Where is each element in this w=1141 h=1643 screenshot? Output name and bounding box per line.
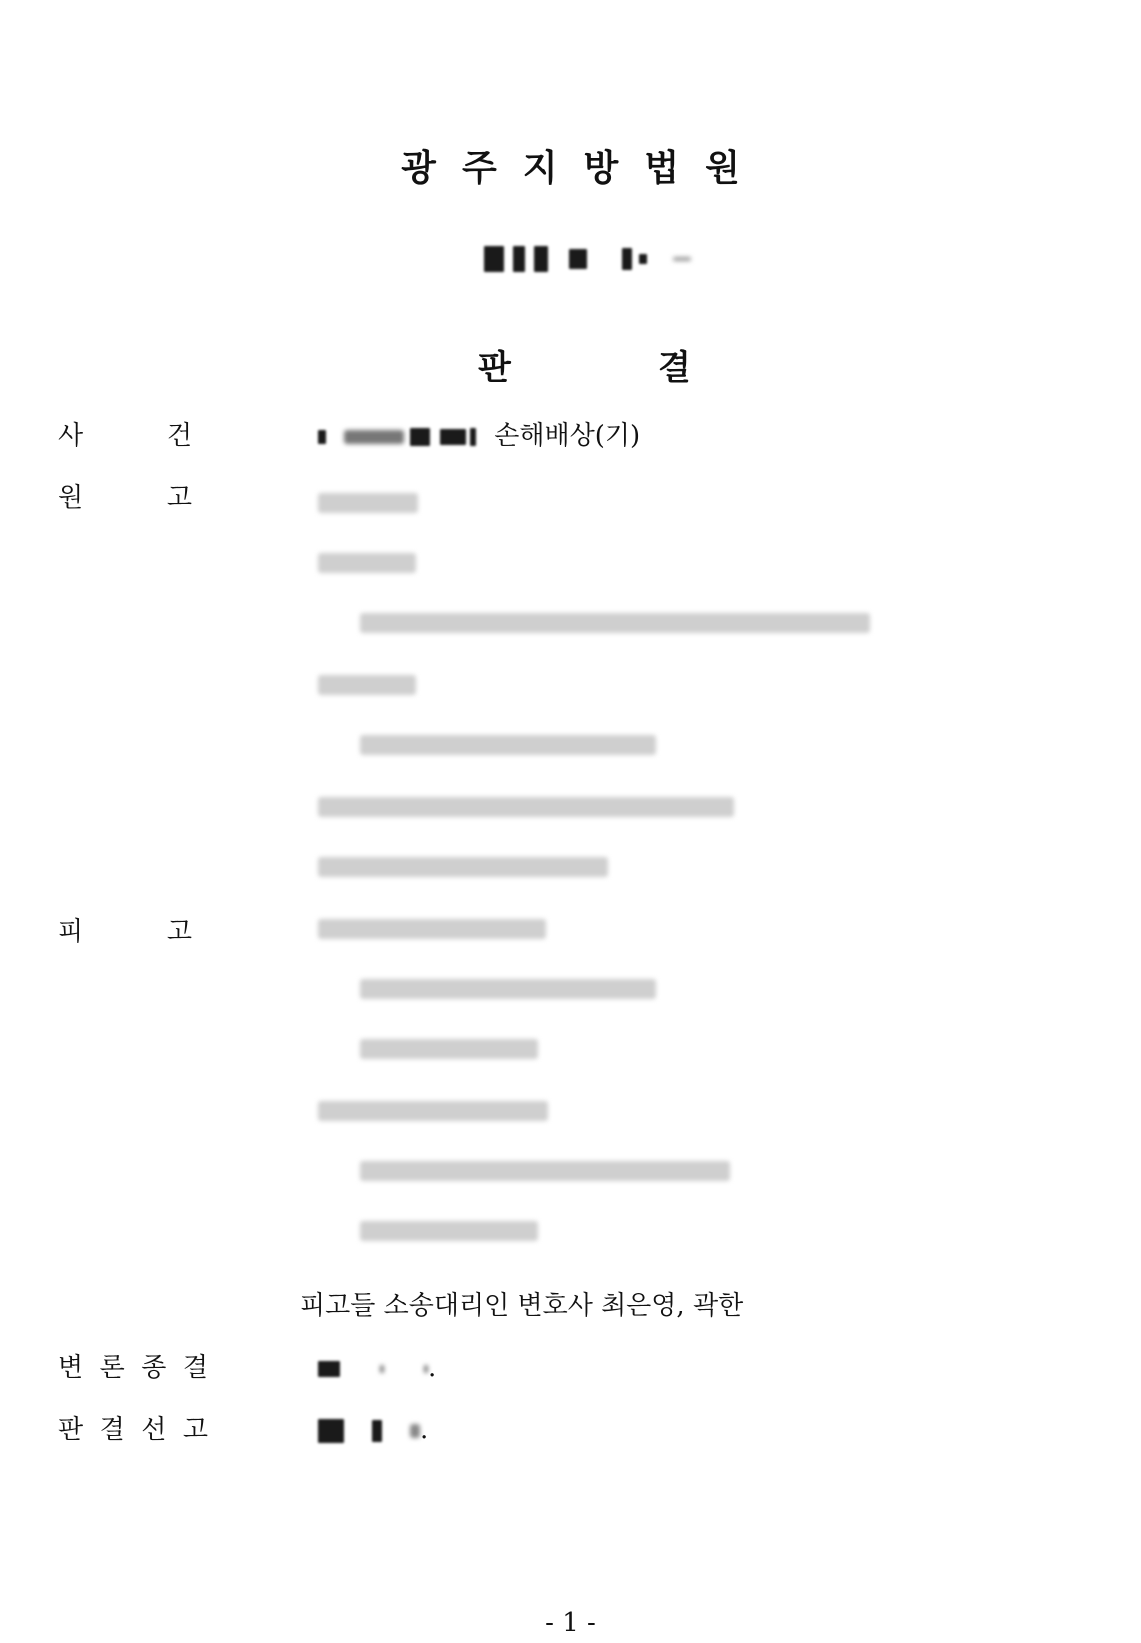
- page-number: - 1 -: [545, 1608, 596, 1638]
- judgment-date: .: [318, 1412, 428, 1448]
- redacted-line: [318, 484, 418, 520]
- redacted-case-code: [484, 246, 714, 278]
- closing-date: .: [318, 1350, 436, 1386]
- court-name-char: 방: [583, 147, 619, 189]
- redacted-line: [360, 1152, 730, 1188]
- title-char: 결: [658, 348, 691, 388]
- redacted-line: [318, 1092, 548, 1128]
- court-name-char: 지: [522, 147, 558, 189]
- redacted-line: [318, 848, 608, 884]
- case-label: 사 건: [58, 421, 192, 451]
- redacted-line: [318, 666, 416, 702]
- court-name-char: 주: [461, 147, 497, 189]
- redacted-date: [318, 1419, 344, 1443]
- court-name-char: 원: [705, 147, 740, 189]
- judgment-label: 판 결 선 고: [58, 1415, 208, 1445]
- case-value: [318, 418, 640, 454]
- redacted-date: [318, 1361, 340, 1377]
- case-type: 손해배상(기): [494, 421, 641, 451]
- redacted-line: [318, 544, 416, 580]
- court-name-char: 광: [401, 147, 436, 189]
- redacted-line: [360, 726, 656, 762]
- redacted-line: [360, 1212, 538, 1248]
- redacted-line: [360, 1030, 538, 1066]
- document-title: [478, 340, 698, 388]
- redacted-case-number: [318, 430, 326, 444]
- plaintiff-label: 원 고: [58, 483, 192, 513]
- redacted-line: [360, 970, 656, 1006]
- closing-label: 변 론 종 결: [58, 1353, 208, 1383]
- redacted-line: [360, 604, 870, 640]
- court-name-char: 법: [644, 147, 680, 189]
- defendant-counsel: 피고들 소송대리인 변호사 최은영, 곽한: [300, 1291, 744, 1321]
- title-char: 판: [478, 348, 511, 388]
- redacted-line: [318, 788, 734, 824]
- court-name: [0, 140, 1141, 191]
- redacted-line: [318, 910, 546, 946]
- defendant-label: 피 고: [58, 917, 192, 947]
